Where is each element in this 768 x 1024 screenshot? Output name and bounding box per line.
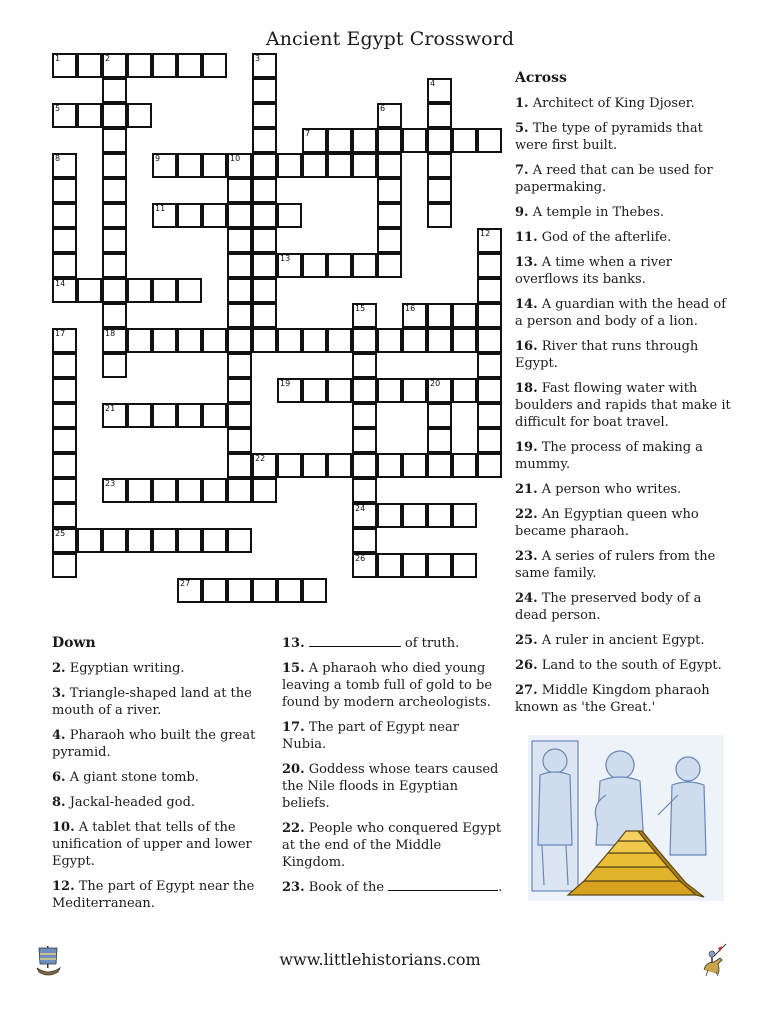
grid-cell[interactable]: [427, 403, 452, 428]
grid-cell[interactable]: [102, 303, 127, 328]
grid-cell[interactable]: [352, 353, 377, 378]
grid-cell[interactable]: [452, 328, 477, 353]
grid-cell[interactable]: [77, 278, 102, 303]
grid-cell[interactable]: [52, 453, 77, 478]
clue-down-2: 2. Egyptian writing.: [52, 661, 185, 676]
grid-cell[interactable]: [127, 478, 152, 503]
grid-cell[interactable]: [52, 203, 77, 228]
grid-cell[interactable]: [127, 403, 152, 428]
grid-cell[interactable]: [227, 428, 252, 453]
grid-cell[interactable]: [177, 203, 202, 228]
grid-cell[interactable]: [452, 553, 477, 578]
grid-cell[interactable]: [227, 403, 252, 428]
grid-cell[interactable]: [427, 428, 452, 453]
grid-cell[interactable]: [102, 203, 127, 228]
clue-across-5: 5. The type of pyramids that were first built.: [515, 121, 703, 153]
clue-number: 21: [105, 404, 116, 413]
grid-cell[interactable]: [477, 353, 502, 378]
grid-cell[interactable]: [227, 578, 252, 603]
clue-across-26: 26. Land to the south of Egypt.: [515, 658, 722, 673]
grid-cell[interactable]: [277, 453, 302, 478]
grid-cell[interactable]: [52, 553, 77, 578]
grid-cell[interactable]: [327, 253, 352, 278]
clue-down-20: 20. Goddess whose tears caused the Nile floods in Egyptian beliefs.: [282, 762, 499, 811]
grid-cell[interactable]: [352, 453, 377, 478]
clue-number: 18: [105, 329, 116, 338]
clue-number: 3: [255, 54, 261, 63]
grid-cell[interactable]: [152, 278, 177, 303]
grid-cell[interactable]: [352, 403, 377, 428]
grid-cell[interactable]: [327, 153, 352, 178]
clue-number: 26: [355, 554, 366, 563]
grid-cell[interactable]: [302, 153, 327, 178]
clue-down-3: 3. Triangle-shaped land at the mouth of a river.: [52, 686, 252, 718]
grid-cell[interactable]: [302, 378, 327, 403]
grid-cell[interactable]: [352, 478, 377, 503]
grid-cell[interactable]: [377, 203, 402, 228]
grid-cell[interactable]: [427, 153, 452, 178]
clue-across-16: 16. River that runs through Egypt.: [515, 339, 699, 371]
down-clues-column-1: [52, 635, 267, 920]
grid-cell[interactable]: [102, 178, 127, 203]
grid-cell[interactable]: [252, 253, 277, 278]
grid-cell[interactable]: [152, 328, 177, 353]
down-heading: Down: [52, 635, 96, 651]
clue-across-19: 19. The process of making a mummy.: [515, 440, 703, 472]
clue-down-12: 12. The part of Egypt near the Mediterranean.: [52, 879, 255, 911]
grid-cell[interactable]: [302, 578, 327, 603]
clue-number: 5: [55, 104, 61, 113]
clue-number: 22: [255, 454, 266, 463]
grid-cell[interactable]: [327, 328, 352, 353]
grid-cell[interactable]: [202, 478, 227, 503]
clue-across-24: 24. The preserved body of a dead person.: [515, 591, 702, 623]
viking-ship-icon: [33, 940, 63, 980]
clue-down-23: 23. Book of the .: [282, 880, 503, 895]
grid-cell[interactable]: [477, 378, 502, 403]
grid-cell[interactable]: [127, 53, 152, 78]
grid-cell[interactable]: [102, 153, 127, 178]
clue-number: 20: [430, 379, 441, 388]
clue-number: 4: [430, 79, 436, 88]
clue-number: 7: [305, 129, 311, 138]
grid-cell[interactable]: [102, 128, 127, 153]
clue-across-25: 25. A ruler in ancient Egypt.: [515, 633, 705, 648]
grid-cell[interactable]: [227, 303, 252, 328]
clue-number: 23: [105, 479, 116, 488]
grid-cell[interactable]: [477, 128, 502, 153]
grid-cell[interactable]: [252, 328, 277, 353]
grid-cell[interactable]: [127, 278, 152, 303]
grid-cell[interactable]: [377, 228, 402, 253]
grid-cell[interactable]: [377, 378, 402, 403]
clue-across-23: 23. A series of rulers from the same family.: [515, 549, 716, 581]
grid-cell[interactable]: [52, 503, 77, 528]
answer-blank: [309, 635, 401, 647]
grid-cell[interactable]: [152, 528, 177, 553]
clue-number: 12: [480, 229, 491, 238]
clue-number: 16: [405, 304, 416, 313]
grid-cell[interactable]: [352, 328, 377, 353]
grid-cell[interactable]: [127, 328, 152, 353]
grid-cell[interactable]: [302, 453, 327, 478]
grid-cell[interactable]: [152, 53, 177, 78]
clue-number: 8: [55, 154, 61, 163]
grid-cell[interactable]: [452, 378, 477, 403]
clue-number: 14: [55, 279, 66, 288]
grid-cell[interactable]: [77, 103, 102, 128]
page-title: Ancient Egypt Crossword: [265, 28, 515, 50]
grid-cell[interactable]: [377, 553, 402, 578]
clue-number: 24: [355, 504, 366, 513]
grid-cell[interactable]: [252, 178, 277, 203]
grid-cell[interactable]: [102, 278, 127, 303]
clue-number: 13: [280, 254, 291, 263]
across-heading: Across: [515, 70, 567, 86]
grid-cell[interactable]: [177, 528, 202, 553]
clue-number: 1: [55, 54, 61, 63]
grid-cell[interactable]: [202, 153, 227, 178]
clue-across-14: 14. A guardian with the head of a person and body of a lion.: [515, 297, 727, 329]
grid-cell[interactable]: [427, 203, 452, 228]
grid-cell[interactable]: [327, 128, 352, 153]
grid-cell[interactable]: [352, 378, 377, 403]
grid-cell[interactable]: [427, 103, 452, 128]
grid-cell[interactable]: [252, 78, 277, 103]
grid-cell[interactable]: [227, 328, 252, 353]
grid-cell[interactable]: [102, 103, 127, 128]
grid-cell[interactable]: [227, 378, 252, 403]
grid-cell[interactable]: [202, 528, 227, 553]
grid-cell[interactable]: [352, 253, 377, 278]
clue-number: 11: [155, 204, 166, 213]
egyptian-pyramid-illustration: [528, 735, 724, 901]
grid-cell[interactable]: [427, 553, 452, 578]
grid-cell[interactable]: [252, 128, 277, 153]
grid-cell[interactable]: [477, 453, 502, 478]
grid-cell[interactable]: [252, 153, 277, 178]
grid-cell[interactable]: [102, 253, 127, 278]
clue-number: 25: [55, 529, 66, 538]
grid-cell[interactable]: [52, 378, 77, 403]
grid-cell[interactable]: [252, 303, 277, 328]
grid-cell[interactable]: [402, 503, 427, 528]
grid-cell[interactable]: [352, 528, 377, 553]
grid-cell[interactable]: [377, 453, 402, 478]
clue-across-22: 22. An Egyptian queen who became pharaoh.: [515, 507, 699, 539]
grid-cell[interactable]: [177, 478, 202, 503]
down-clues-column-2: [282, 635, 504, 904]
grid-cell[interactable]: [277, 203, 302, 228]
grid-cell[interactable]: [352, 428, 377, 453]
clue-number: 10: [230, 154, 241, 163]
grid-cell[interactable]: [152, 478, 177, 503]
grid-cell[interactable]: [252, 103, 277, 128]
clue-across-1: 1. Architect of King Djoser.: [515, 96, 695, 111]
grid-cell[interactable]: [52, 428, 77, 453]
grid-cell[interactable]: [227, 478, 252, 503]
grid-cell[interactable]: [127, 103, 152, 128]
grid-cell[interactable]: [277, 153, 302, 178]
clue-down-15: 15. A pharaoh who died young leaving a tomb full of gold to be found by modern archeologists.: [282, 661, 493, 710]
clue-across-11: 11. God of the afterlife.: [515, 230, 672, 245]
grid-cell[interactable]: [452, 503, 477, 528]
clue-down-8: 8. Jackal-headed god.: [52, 795, 196, 810]
grid-cell[interactable]: [377, 128, 402, 153]
grid-cell[interactable]: [227, 203, 252, 228]
grid-cell[interactable]: [377, 153, 402, 178]
grid-cell[interactable]: [377, 328, 402, 353]
grid-cell[interactable]: [227, 353, 252, 378]
grid-cell[interactable]: [327, 453, 352, 478]
grid-cell[interactable]: [202, 53, 227, 78]
grid-cell[interactable]: [52, 178, 77, 203]
grid-cell[interactable]: [227, 453, 252, 478]
clue-across-27: 27. Middle Kingdom pharaoh known as 'the Great.': [515, 683, 710, 715]
clue-down-22: 22. People who conquered Egypt at the end of the Middle Kingdom.: [282, 821, 502, 870]
grid-cell[interactable]: [102, 353, 127, 378]
grid-cell[interactable]: [477, 328, 502, 353]
grid-cell[interactable]: [377, 178, 402, 203]
grid-cell[interactable]: [52, 228, 77, 253]
knight-on-horse-icon: [698, 940, 728, 980]
clue-across-13: 13. A time when a river overflows its banks.: [515, 255, 673, 287]
grid-cell[interactable]: [252, 228, 277, 253]
clue-down-13: 13. of truth.: [282, 636, 460, 651]
grid-cell[interactable]: [452, 128, 477, 153]
grid-cell[interactable]: [102, 228, 127, 253]
grid-cell[interactable]: [402, 453, 427, 478]
grid-cell[interactable]: [477, 253, 502, 278]
grid-cell[interactable]: [427, 503, 452, 528]
clue-across-9: 9. A temple in Thebes.: [515, 205, 664, 220]
across-clues: [515, 70, 737, 724]
grid-cell[interactable]: [52, 353, 77, 378]
grid-cell[interactable]: [252, 478, 277, 503]
grid-cell[interactable]: [177, 328, 202, 353]
grid-cell[interactable]: [52, 253, 77, 278]
grid-cell[interactable]: [377, 503, 402, 528]
grid-cell[interactable]: [327, 378, 352, 403]
grid-cell[interactable]: [302, 328, 327, 353]
clue-across-18: 18. Fast flowing water with boulders and rapids that make it difficult for boat travel.: [515, 381, 731, 430]
clue-number: 6: [380, 104, 386, 113]
clue-number: 19: [280, 379, 291, 388]
grid-cell[interactable]: [427, 328, 452, 353]
clue-down-17: 17. The part of Egypt near Nubia.: [282, 720, 459, 752]
grid-cell[interactable]: [127, 528, 152, 553]
grid-cell[interactable]: [52, 478, 77, 503]
grid-cell[interactable]: [102, 528, 127, 553]
grid-cell[interactable]: [452, 303, 477, 328]
grid-cell[interactable]: [402, 553, 427, 578]
grid-cell[interactable]: [252, 578, 277, 603]
grid-cell[interactable]: [202, 403, 227, 428]
clue-number: 27: [180, 579, 191, 588]
clue-number: 15: [355, 304, 366, 313]
grid-cell[interactable]: [477, 303, 502, 328]
clue-down-6: 6. A giant stone tomb.: [52, 770, 199, 785]
grid-cell[interactable]: [402, 378, 427, 403]
grid-cell[interactable]: [402, 328, 427, 353]
grid-cell[interactable]: [177, 153, 202, 178]
grid-cell[interactable]: [77, 528, 102, 553]
clue-across-7: 7. A reed that can be used for papermaking.: [515, 163, 713, 195]
grid-cell[interactable]: [427, 128, 452, 153]
grid-cell[interactable]: [227, 178, 252, 203]
grid-cell[interactable]: [252, 203, 277, 228]
clue-number: 17: [55, 329, 66, 338]
grid-cell[interactable]: [352, 128, 377, 153]
grid-cell[interactable]: [277, 578, 302, 603]
grid-cell[interactable]: [302, 253, 327, 278]
grid-cell[interactable]: [202, 203, 227, 228]
clue-down-10: 10. A tablet that tells of the unification of upper and lower Egypt.: [52, 820, 252, 869]
grid-cell[interactable]: [477, 403, 502, 428]
clue-across-21: 21. A person who writes.: [515, 482, 682, 497]
grid-cell[interactable]: [427, 178, 452, 203]
grid-cell[interactable]: [227, 228, 252, 253]
grid-cell[interactable]: [202, 328, 227, 353]
grid-cell[interactable]: [77, 53, 102, 78]
grid-cell[interactable]: [352, 153, 377, 178]
grid-cell[interactable]: [202, 578, 227, 603]
grid-cell[interactable]: [177, 53, 202, 78]
grid-cell[interactable]: [452, 453, 477, 478]
grid-cell[interactable]: [177, 403, 202, 428]
answer-blank: [388, 879, 498, 891]
grid-cell[interactable]: [427, 453, 452, 478]
grid-cell[interactable]: [102, 78, 127, 103]
grid-cell[interactable]: [52, 403, 77, 428]
grid-cell[interactable]: [252, 278, 277, 303]
grid-cell[interactable]: [227, 528, 252, 553]
grid-cell[interactable]: [277, 328, 302, 353]
grid-cell[interactable]: [377, 253, 402, 278]
grid-cell[interactable]: [402, 128, 427, 153]
grid-cell[interactable]: [427, 303, 452, 328]
clue-down-4: 4. Pharaoh who built the great pyramid.: [52, 728, 256, 760]
grid-cell[interactable]: [477, 278, 502, 303]
website-url: www.littlehistorians.com: [279, 950, 481, 969]
grid-cell[interactable]: [227, 253, 252, 278]
grid-cell[interactable]: [152, 403, 177, 428]
grid-cell[interactable]: [177, 278, 202, 303]
grid-cell[interactable]: [227, 278, 252, 303]
grid-cell[interactable]: [477, 428, 502, 453]
clue-number: 2: [105, 54, 111, 63]
clue-number: 9: [155, 154, 161, 163]
